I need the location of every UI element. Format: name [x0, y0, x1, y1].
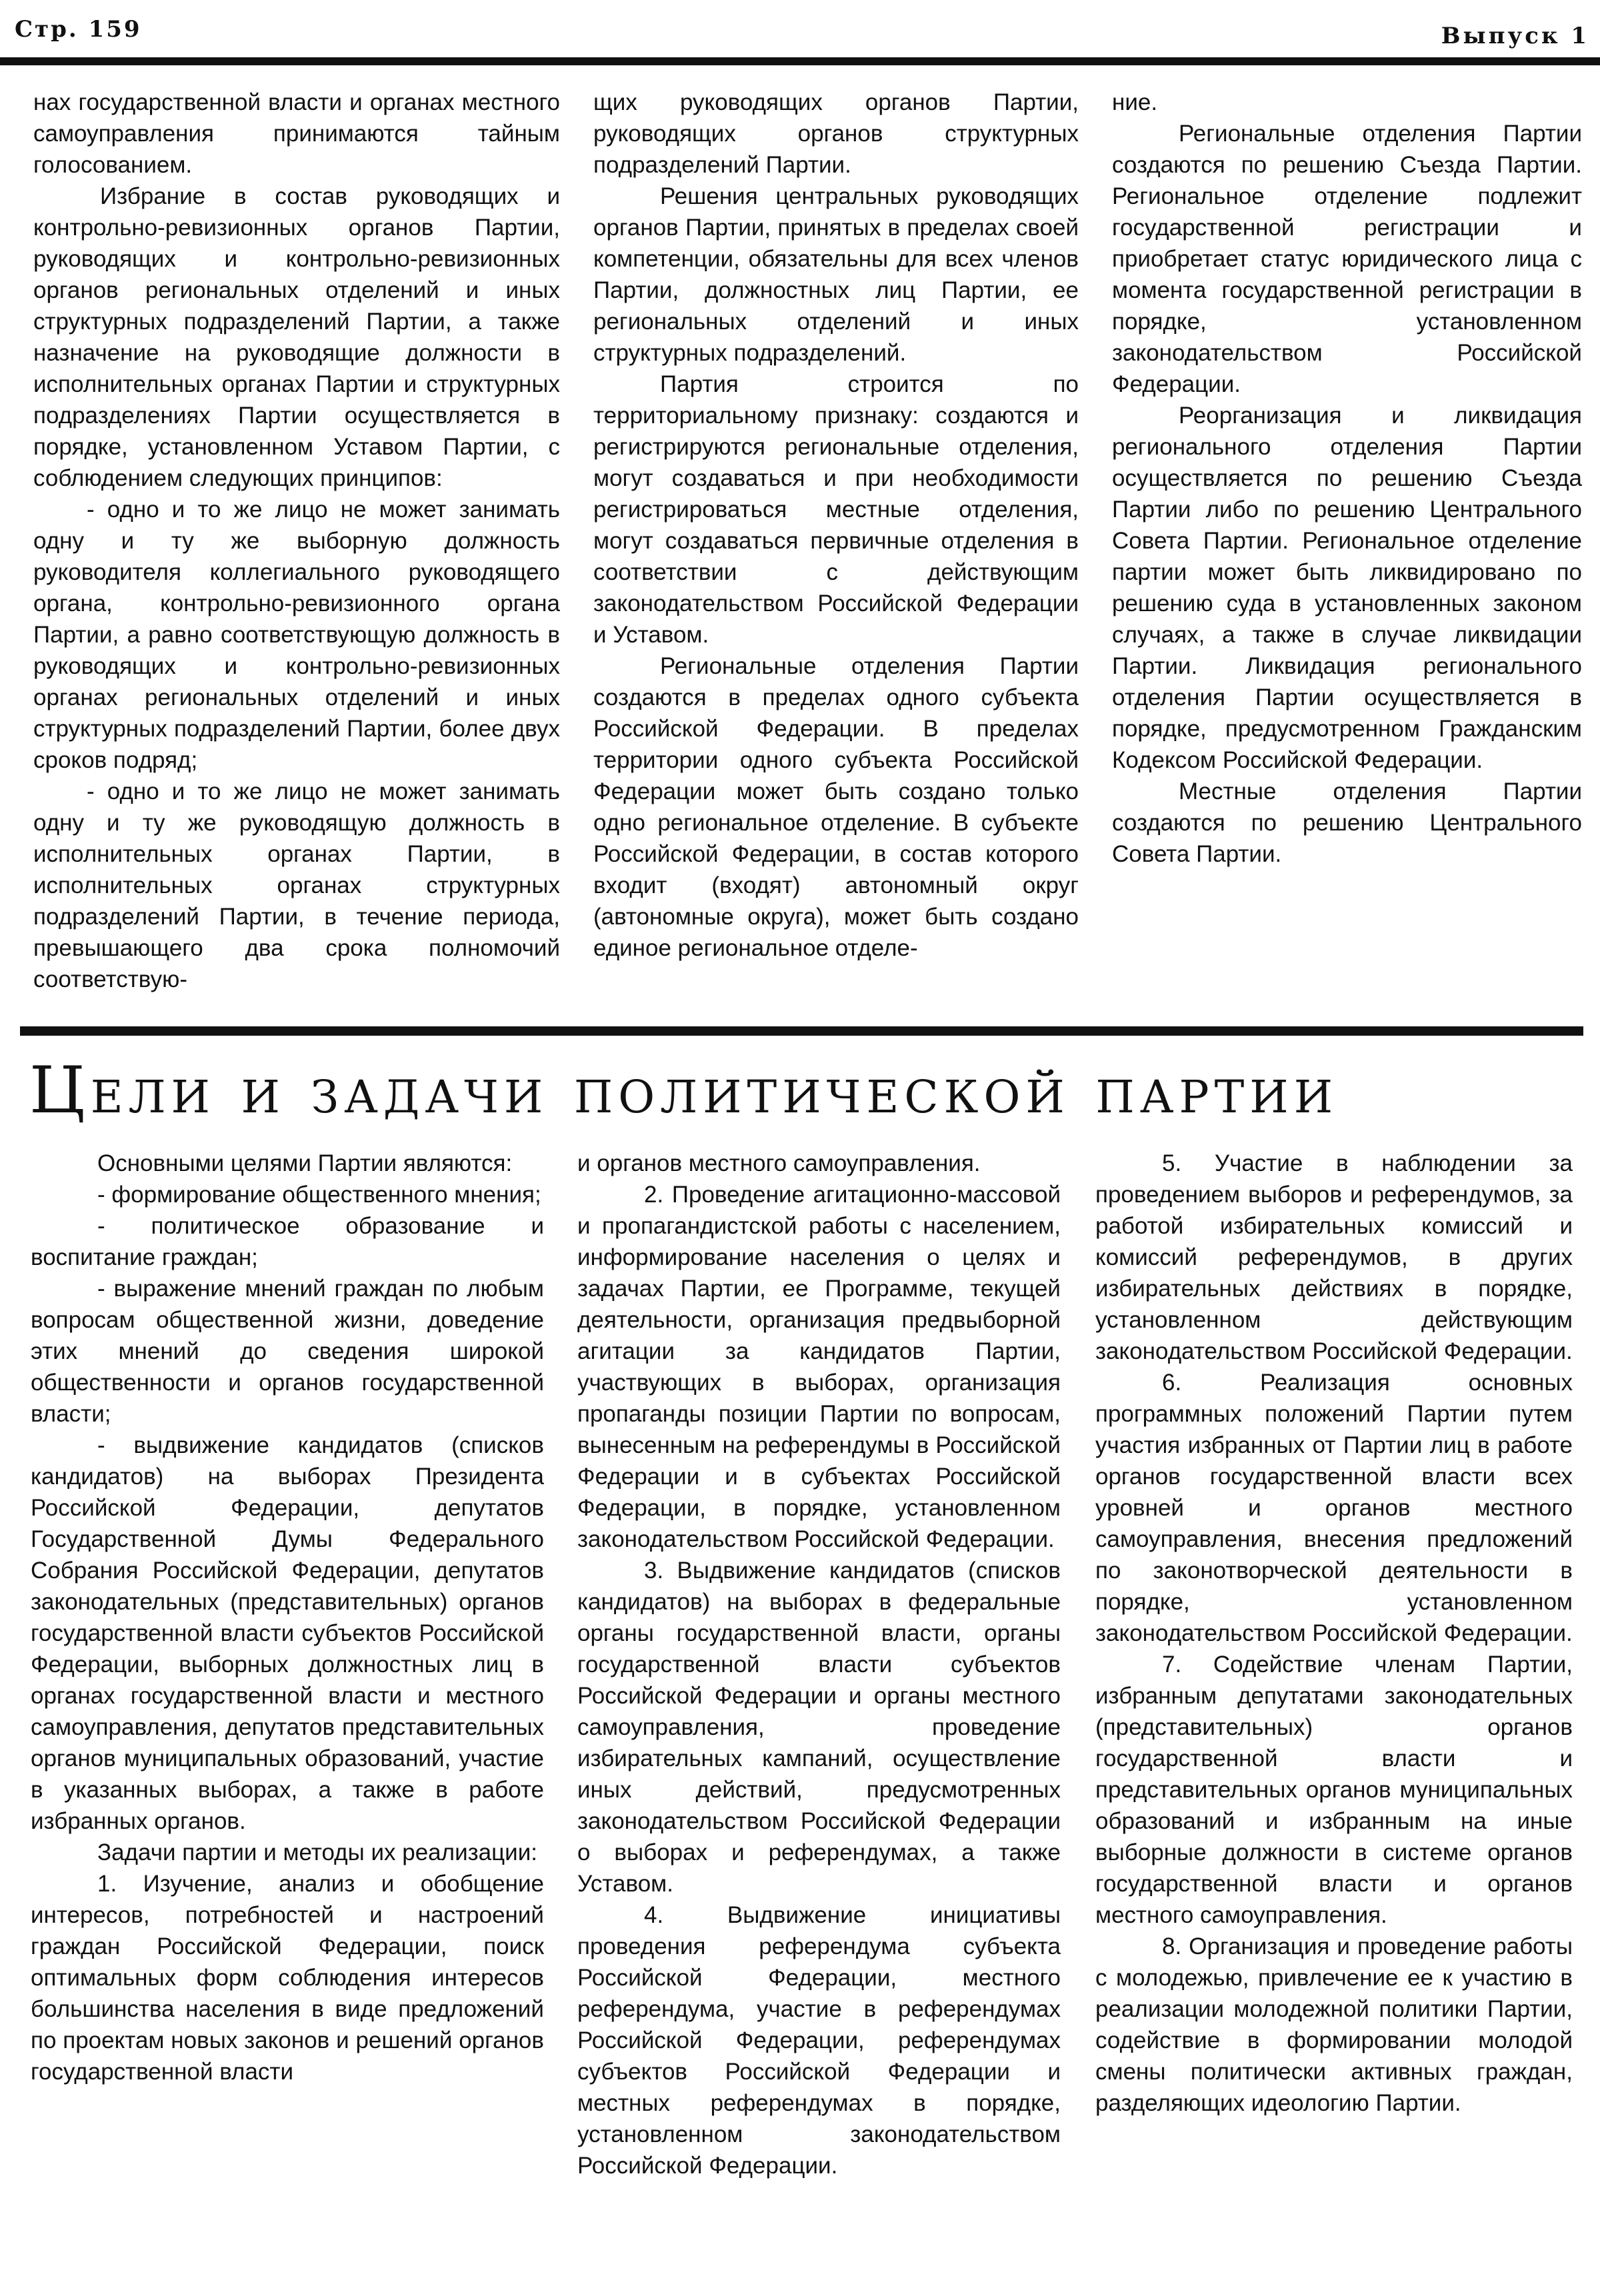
- paragraph: Задачи партии и методы их реализации:: [97, 1839, 538, 1865]
- paragraph: и органов местного самоуправления.: [577, 1150, 981, 1176]
- paragraph: - выражение мнений граждан по любым вопросам общественной жизни, доведение этих мнений до сведения широкой общественности и органов государственной власти;: [31, 1276, 544, 1427]
- top-column-3: [1112, 87, 1582, 870]
- paragraph: Партия строится по территориальному признаку: создаются и регистрируются региональные отделения, могут создаваться и при необходимости регистрироваться местные отделения, могут создаваться первичные отделения в соответствии с действующим законодательством Российской Федерации и Уставом.: [593, 371, 1079, 648]
- paragraph: - политическое образование и воспитание граждан;: [31, 1213, 544, 1270]
- issue-label: Выпуск 1: [1441, 23, 1589, 49]
- paragraph: 5. Участие в наблюдении за проведением выборов и референдумов, за работой избирательных комиссий и комиссий референдумов, в других избирательных действиях в порядке, установленном действующим законодательством Российской Федерации.: [1095, 1150, 1573, 1364]
- paragraph: 1. Изучение, анализ и обобщение интересов, потребностей и настроений граждан Российской Федерации, поиск оптимальных форм соблюдения интересов большинства населения в виде предложений по проектам новых законов и решений органов государственной власти: [31, 1871, 544, 2085]
- paragraph: 3. Выдвижение кандидатов (списков кандидатов) на выборах в федеральные органы государственной власти, органы государственной власти субъектов Российской Федерации и органы местного самоуправления, проведение избирательных кампаний, осуществление иных действий, предусмотренных законодательством Российской Федерации о выборах и референдумах, а также Уставом.: [577, 1558, 1061, 1897]
- paragraph: - выдвижение кандидатов (списков кандидатов) на выборах Президента Российской Федерации, депутатов Государственной Думы Федерального Собрания Российской Федерации, депутатов законодательных (представительных) органов государственной власти субъектов Российской Федерации, выборных должностных лиц в органах государственной власти и местного самоуправления, депутатов представительных органов муниципальных образований, участие в указанных выборах, а также в работе избранных органов.: [31, 1432, 544, 1834]
- header-rule: [0, 57, 1600, 65]
- paragraph: щих руководящих органов Партии, руководящих органов структурных подразделений Партии.: [593, 89, 1079, 178]
- paragraph: ние.: [1112, 89, 1158, 115]
- bottom-column-1: [31, 1148, 544, 2087]
- top-column-2: [593, 87, 1079, 964]
- top-column-1: [33, 87, 560, 995]
- paragraph: Основными целями Партии являются:: [97, 1150, 513, 1176]
- paragraph: 6. Реализация основных программных положений Партии путем участия избранных от Партии лиц в работе органов государственной власти всех уровней и органов местного самоуправления, внесения предложений по законотворческой деятельности в порядке, установленном законодательством Российской Федерации.: [1095, 1370, 1573, 1646]
- paragraph: Решения центральных руководящих органов Партии, принятых в пределах своей компетенции, обязательны для всех членов Партии, должностных лиц Партии, ее региональных отделений и иных структурных подразделений.: [593, 183, 1079, 366]
- bottom-text-columns: [0, 1148, 1600, 2281]
- section-title: Цели и задачи политической партии: [29, 1053, 1339, 1128]
- top-text-columns: [0, 87, 1600, 992]
- bottom-column-3: [1095, 1148, 1573, 2119]
- page-number: Стр. 159: [15, 16, 142, 43]
- paragraph: - формирование общественного мнения;: [97, 1182, 541, 1208]
- paragraph: Избрание в состав руководящих и контрольно-ревизионных органов Партии, руководящих и контрольно-ревизионных органов региональных отделений и иных структурных подразделений Партии, а также назначение на руководящие должности в исполнительных органах Партии и структурных подразделениях Партии осуществляется в порядке, установленном Уставом Партии, с соблюдением следующих принципов:: [33, 183, 560, 491]
- section-rule: [20, 1026, 1583, 1036]
- paragraph: Местные отделения Партии создаются по решению Центрального Совета Партии.: [1112, 778, 1582, 867]
- paragraph: Реорганизация и ликвидация регионального отделения Партии осуществляется по решению Съезда Партии либо по решению Центрального Совета Партии. Региональное отделение партии может быть ликвидировано по решению суда в установленных законом случаях, а также в случае ликвидации Партии. Ликвидация регионального отделения Партии осуществляется в порядке, предусмотренном Гражданским Кодексом Российской Федерации.: [1112, 403, 1582, 773]
- paragraph: Региональные отделения Партии создаются в пределах одного субъекта Российской Федерации. В пределах территории одного субъекта Российской Федерации может быть создано только одно региональное отделение. В субъекте Российской Федерации, в состав которого входит (входят) автономный округ (автономные округа), может быть создано единое региональное отделе-: [593, 653, 1079, 961]
- paragraph: 8. Организация и проведение работы с молодежью, привлечение ее к участию в реализации молодежной политики Партии, содействие в формировании молодой смены политически активных граждан, разделяющих идеологию Партии.: [1095, 1933, 1573, 2116]
- paragraph: нах государственной власти и органах местного самоуправления принимаются тайным голосованием.: [33, 89, 560, 178]
- paragraph: 4. Выдвижение инициативы проведения референдума субъекта Российской Федерации, местного референдума, участие в референдумах Российской Федерации, референдумах субъектов Российской Федерации и местных референдумах в порядке, установленном законодательством Российской Федерации.: [577, 1902, 1061, 2179]
- paragraph: 7. Содействие членам Партии, избранным депутатами законодательных (представительных) органов государственной власти и представительных органов муниципальных образований и избранным на иные выборные должности в системе органов государственной власти и органов местного самоуправления.: [1095, 1652, 1573, 1928]
- paragraph: - одно и то же лицо не может занимать одну и ту же руководящую должность в исполнительных органах Партии, в исполнительных органах структурных подразделений Партии, в течение периода, превышающего два срока полномочий соответствую-: [33, 778, 560, 992]
- paragraph: - одно и то же лицо не может занимать одну и ту же выборную должность руководителя коллегиального руководящего органа, контрольно-ревизионного органа Партии, а равно соответствующую должность в руководящих и контрольно-ревизионных органах региональных отделений и иных структурных подразделений Партии, более двух сроков подряд;: [33, 497, 560, 773]
- paragraph: Региональные отделения Партии создаются по решению Съезда Партии. Региональное отделение подлежит государственной регистрации и приобретает статус юридического лица с момента государственной регистрации в порядке, установленном законодательством Российской Федерации.: [1112, 121, 1582, 397]
- bottom-column-2: [577, 1148, 1061, 2181]
- paragraph: 2. Проведение агитационно-массовой и пропагандистской работы с населением, информирование населения о целях и задачах Партии, ее Программе, текущей деятельности, организация предвыборной агитации за кандидатов Партии, участвующих в выборах, организация пропаганды позиции Партии по вопросам, вынесенным на референдумы в Российской Федерации и в субъектах Российской Федерации, в порядке, установленном законодательством Российской Федерации.: [577, 1182, 1061, 1552]
